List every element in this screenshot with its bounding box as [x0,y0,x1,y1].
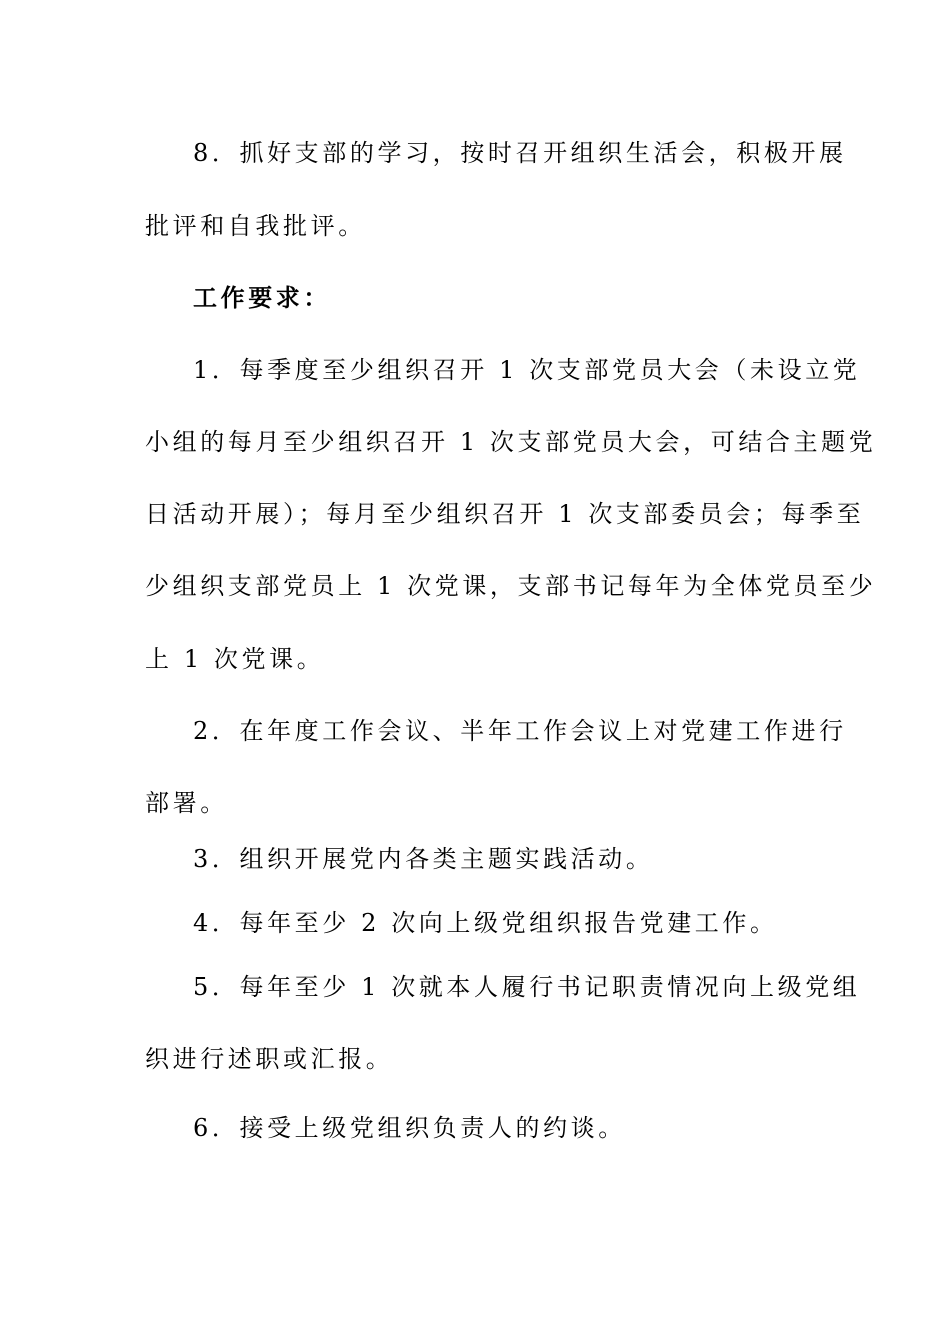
requirement-1-line-1: 1．每季度至少组织召开 1 次支部党员大会（未设立党 [193,356,861,384]
requirement-1-line-4: 少组织支部党员上 1 次党课，支部书记每年为全体党员至少 [145,572,877,600]
requirement-1-line-3: 日活动开展）；每月至少组织召开 1 次支部委员会；每季至 [145,500,865,528]
item-8-line-1: 8．抓好支部的学习，按时召开组织生活会，积极开展 [193,139,847,167]
requirement-3-line-1: 3．组织开展党内各类主题实践活动。 [193,845,654,873]
requirement-2-line-1: 2．在年度工作会议、半年工作会议上对党建工作进行 [193,717,847,745]
requirement-1-line-5: 上 1 次党课。 [145,645,325,673]
requirement-1-line-2: 小组的每月至少组织召开 1 次支部党员大会，可结合主题党 [145,428,877,456]
requirements-heading: 工作要求： [193,283,331,312]
requirement-5-line-2: 织进行述职或汇报。 [145,1045,394,1073]
requirement-6-line-1: 6．接受上级党组织负责人的约谈。 [193,1114,626,1142]
requirement-4-line-1: 4．每年至少 2 次向上级党组织报告党建工作。 [193,909,778,937]
requirement-5-line-1: 5．每年至少 1 次就本人履行书记职责情况向上级党组 [193,973,861,1001]
item-8-line-2: 批评和自我批评。 [145,212,366,240]
requirement-2-line-2: 部署。 [145,789,228,817]
